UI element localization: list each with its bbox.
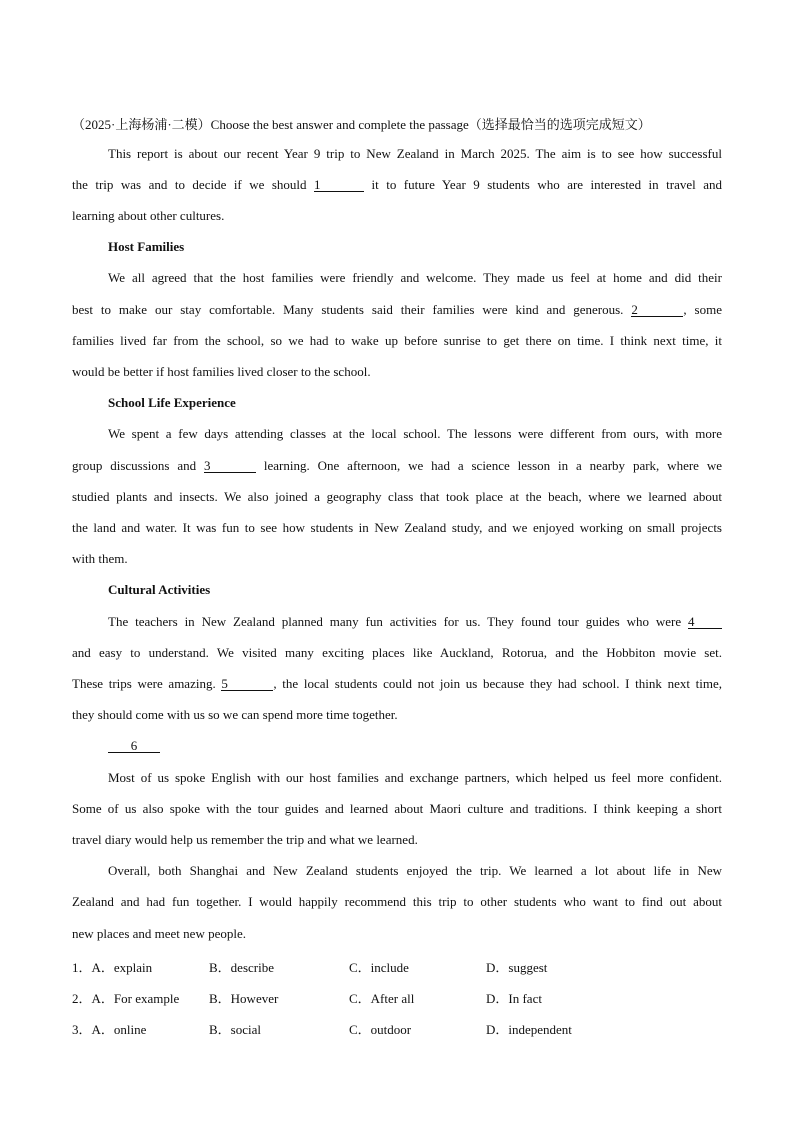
language-line-2: Some of us also spoke with the tour guides and learned about Maori culture and traditions. I think keeping a short — [72, 801, 722, 816]
intro-line-1: This report is about our recent Year 9 trip to New Zealand in March 2025. The aim is to see how successful — [108, 146, 722, 161]
option-1-b: B．describe — [209, 960, 274, 975]
school-line-2: group discussions and 3 learning. One afternoon, we had a science lesson in a nearby park, where we — [72, 458, 722, 473]
blank-3: 3 — [204, 459, 256, 473]
host-line-1: We all agreed that the host families were friendly and welcome. They made us feel at home and did their — [108, 270, 722, 285]
blank-4: 4 — [688, 615, 722, 629]
option-2-d: D．In fact — [486, 991, 542, 1006]
school-line-4: the land and water. It was fun to see how students in New Zealand study, and we enjoyed working on small projects — [72, 520, 722, 535]
option-1-d: D．suggest — [486, 960, 548, 975]
blank-1: 1 — [314, 178, 364, 192]
option-3-a: 3．A．online — [72, 1022, 147, 1037]
host-line-2: best to make our stay comfortable. Many students said their families were kind and generous. 2 , some — [72, 302, 722, 317]
heading-school-life: School Life Experience — [108, 395, 236, 410]
option-1-a: 1．A．explain — [72, 960, 153, 975]
cultural-line-3: These trips were amazing. 5 , the local students could not join us because they had school. I think next time, — [72, 676, 722, 691]
blank-5: 5 — [221, 677, 273, 691]
host-line-3: families lived far from the school, so we had to wake up before sunrise to get there on time. I think next time, it — [72, 333, 722, 348]
heading-host-families: Host Families — [108, 239, 185, 254]
cultural-line-2: and easy to understand. We visited many exciting places like Auckland, Rotorua, and the Hobbiton movie set. — [72, 645, 722, 660]
option-2-b: B．However — [209, 991, 279, 1006]
language-line-1: Most of us spoke English with our host families and exchange partners, which helped us feel more confident. — [108, 770, 722, 785]
school-line-1: We spent a few days attending classes at the local school. The lessons were different from ours, with more — [108, 426, 722, 441]
option-3-d: D．independent — [486, 1022, 572, 1037]
host-line-4: would be better if host families lived closer to the school. — [72, 364, 371, 379]
option-3-c: C．outdoor — [349, 1022, 412, 1037]
cultural-line-1: The teachers in New Zealand planned many fun activities for us. They found tour guides who were 4 — [108, 614, 722, 630]
blank-6: 6 — [108, 739, 160, 753]
heading-blank-6-line — [108, 738, 722, 754]
question-header: （2025·上海杨浦·二模）Choose the best answer and complete the passage（选择最恰当的选项完成短文） — [72, 117, 651, 132]
school-line-5: with them. — [72, 551, 128, 566]
conclusion-line-3: new places and meet new people. — [72, 926, 246, 941]
cultural-line-4: they should come with us so we can spend more time together. — [72, 707, 398, 722]
blank-2: 2 — [631, 303, 683, 317]
option-1-c: C．include — [349, 960, 409, 975]
school-line-3: studied plants and insects. We also joined a geography class that took place at the beach, where we learned about — [72, 489, 722, 504]
conclusion-line-1: Overall, both Shanghai and New Zealand students enjoyed the trip. We learned a lot about life in New — [108, 863, 722, 878]
heading-cultural-activities: Cultural Activities — [108, 582, 211, 597]
option-2-a: 2．A．For example — [72, 991, 180, 1006]
language-line-3: travel diary would help us remember the trip and what we learned. — [72, 832, 418, 847]
option-3-b: B．social — [209, 1022, 261, 1037]
intro-line-3: learning about other cultures. — [72, 208, 225, 223]
intro-line-2: the trip was and to decide if we should 1 it to future Year 9 students who are interested in travel and — [72, 177, 722, 192]
option-2-c: C．After all — [349, 991, 415, 1006]
conclusion-line-2: Zealand and had fun together. I would happily recommend this trip to other students who want to find out about — [72, 894, 722, 909]
